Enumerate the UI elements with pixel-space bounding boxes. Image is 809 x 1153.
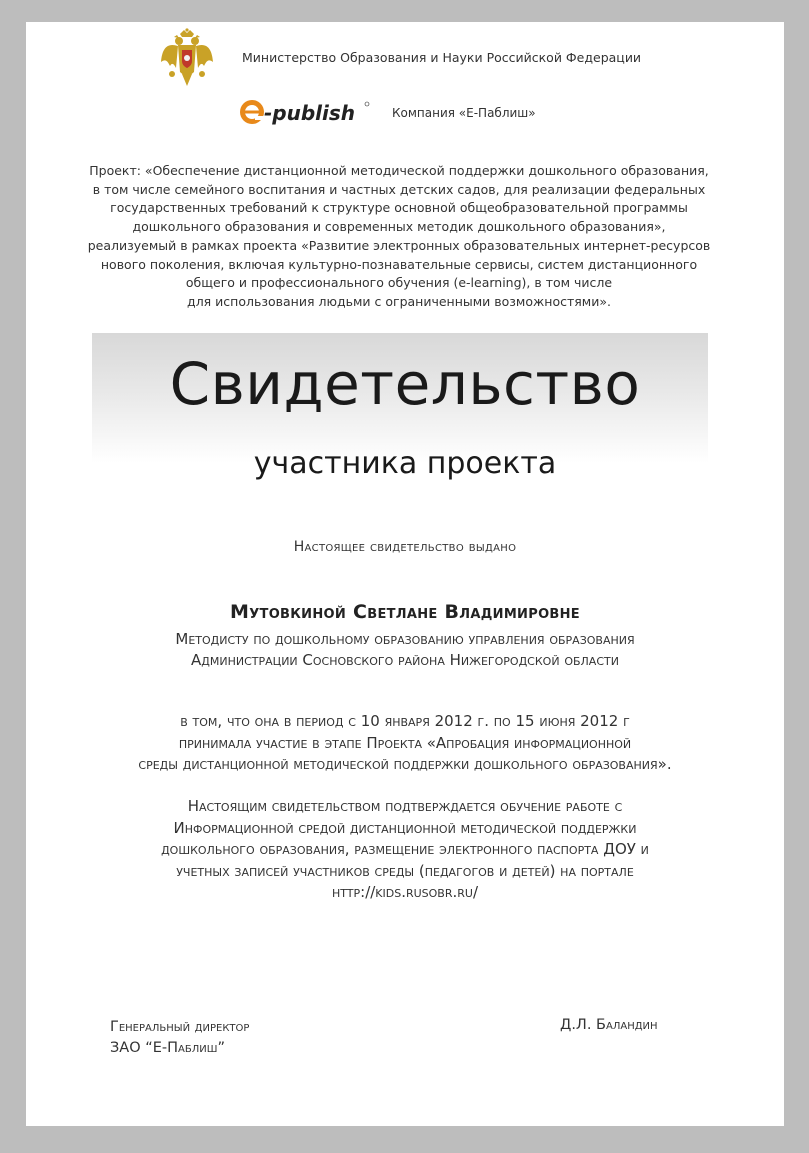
project-line: государственных требований к структуре основной общеобразовательной программы — [110, 200, 688, 216]
certificate-subtitle: участника проекта — [253, 446, 557, 481]
project-line: реализуемый в рамках проекта «Развитие электронных образовательных интернет-ресурсов — [87, 237, 711, 253]
project-line: общего и профессионального обучения (e-learning), в том числе — [185, 275, 613, 291]
signatory-title: Генеральный директор — [110, 1019, 250, 1035]
participation-statement — [26, 711, 784, 776]
project-line: в том числе семейного воспитания и частных детских садов, для реализации федеральных — [92, 181, 706, 197]
training-confirmation — [26, 796, 784, 904]
position-line: Методисту по дошкольному образованию управления образования — [175, 630, 635, 648]
statement-line: принимала участие в этапе Проекта «Апробация информационной — [178, 733, 632, 752]
signatory-role — [110, 1017, 249, 1059]
recipient-position — [26, 629, 784, 671]
ministry-name: Министерство Образования и Науки Российской Федерации — [242, 50, 642, 65]
issued-to-label: Настоящее свидетельство выдано — [293, 539, 517, 555]
confirmation-line: Информационной средой дистанционной методической поддержки — [173, 818, 637, 837]
statement-line: среды дистанционной методической поддержки дошкольного образования». — [138, 755, 672, 773]
project-line: Проект: «Обеспечение дистанционной методической поддержки дошкольного образования, — [89, 163, 709, 178]
certificate-title: Свидетельство — [169, 350, 641, 418]
recipient-name: Мутовкиной Светлане Владимировне — [230, 601, 580, 623]
project-line: нового поколения, включая культурно-познавательные сервисы, систем дистанционного — [100, 256, 698, 272]
project-line: для использования людьми с ограниченными возможностями». — [187, 293, 611, 309]
signatory-name: Д.Л. Баландин — [560, 1017, 658, 1033]
statement-line: в том, что она в период с 10 января 2012 г. по 15 июня 2012 г — [180, 712, 630, 730]
portal-url: http://kids.rusobr.ru/ — [331, 883, 479, 901]
project-line: дошкольного образования и современных методик дошкольного образования», — [132, 219, 666, 235]
svg-text:-publish: -publish — [264, 101, 356, 125]
russian-coat-of-arms-icon — [158, 28, 216, 88]
confirmation-line: учетных записей участников среды (педагогов и детей) на портале — [176, 861, 634, 880]
certificate-sheet — [26, 22, 784, 1126]
e-publish-logo — [238, 96, 370, 128]
company-name: Компания «Е-Паблиш» — [392, 106, 536, 120]
confirmation-line: дошкольного образования, размещение электронного паспорта ДОУ и — [161, 840, 649, 858]
position-line: Администрации Сосновского района Нижегородской области — [191, 651, 619, 669]
project-description — [66, 162, 732, 312]
confirmation-line: Настоящим свидетельством подтверждается обучение работе с — [187, 797, 623, 815]
signatory-company: ЗАО “Е-Паблиш” — [110, 1040, 225, 1056]
